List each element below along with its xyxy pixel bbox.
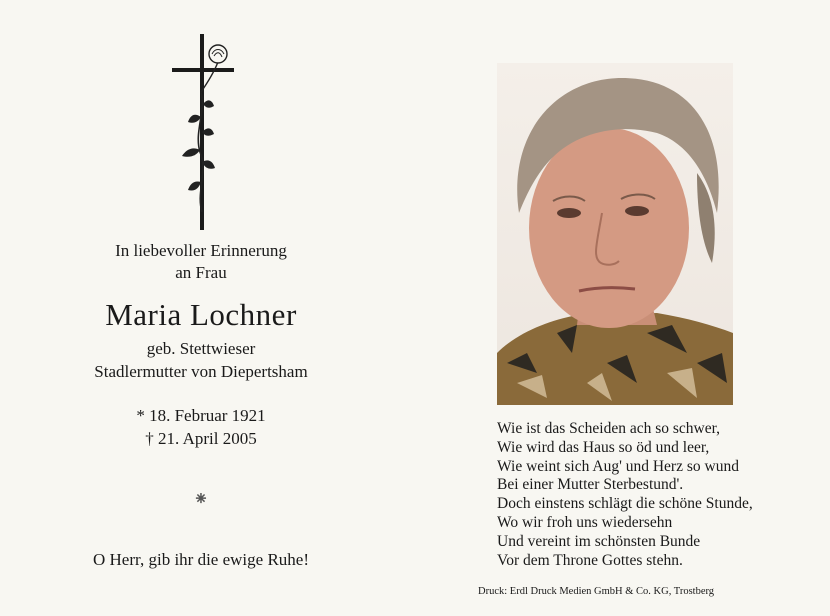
poem-line: Bei einer Mutter Sterbestund'. [497, 476, 684, 494]
poem [497, 420, 817, 570]
life-dates [40, 404, 362, 450]
prayer-line: O Herr, gib ihr die ewige Ruhe! [92, 550, 309, 569]
memorial-heading [40, 240, 362, 284]
separator-ornament: ⁕ [193, 489, 209, 510]
poem-line: Und vereint im schönsten Bunde [497, 532, 701, 550]
birth-date: * 18. Februar 1921 [136, 406, 266, 425]
poem-line: Doch einstens schlägt die schöne Stunde, [497, 495, 753, 513]
memorial-line-2: an Frau [175, 263, 227, 282]
birth-name: geb. Stettwieser [146, 339, 256, 358]
poem-line: Vor dem Throne Gottes stehn. [497, 551, 683, 569]
cross-with-rose-icon [168, 32, 238, 232]
poem-line: Wie weint sich Aug' und Herz so wund [497, 457, 739, 475]
poem-line: Wo wir froh uns wiedersehn [497, 513, 673, 531]
deceased-name: Maria Lochner [105, 297, 297, 332]
deceased-details [40, 337, 362, 383]
poem-line: Wie ist das Scheiden ach so schwer, [497, 420, 721, 437]
memorial-line-1: In liebevoller Erinnerung [115, 241, 287, 260]
portrait-photo [497, 63, 733, 405]
poem-line: Wie wird das Haus so öd und leer, [497, 438, 710, 456]
death-date: † 21. April 2005 [145, 429, 257, 448]
deceased-title: Stadlermutter von Diepertsham [94, 362, 308, 381]
printer-credit: Druck: Erdl Druck Medien GmbH & Co. KG, Trostberg [478, 586, 715, 597]
